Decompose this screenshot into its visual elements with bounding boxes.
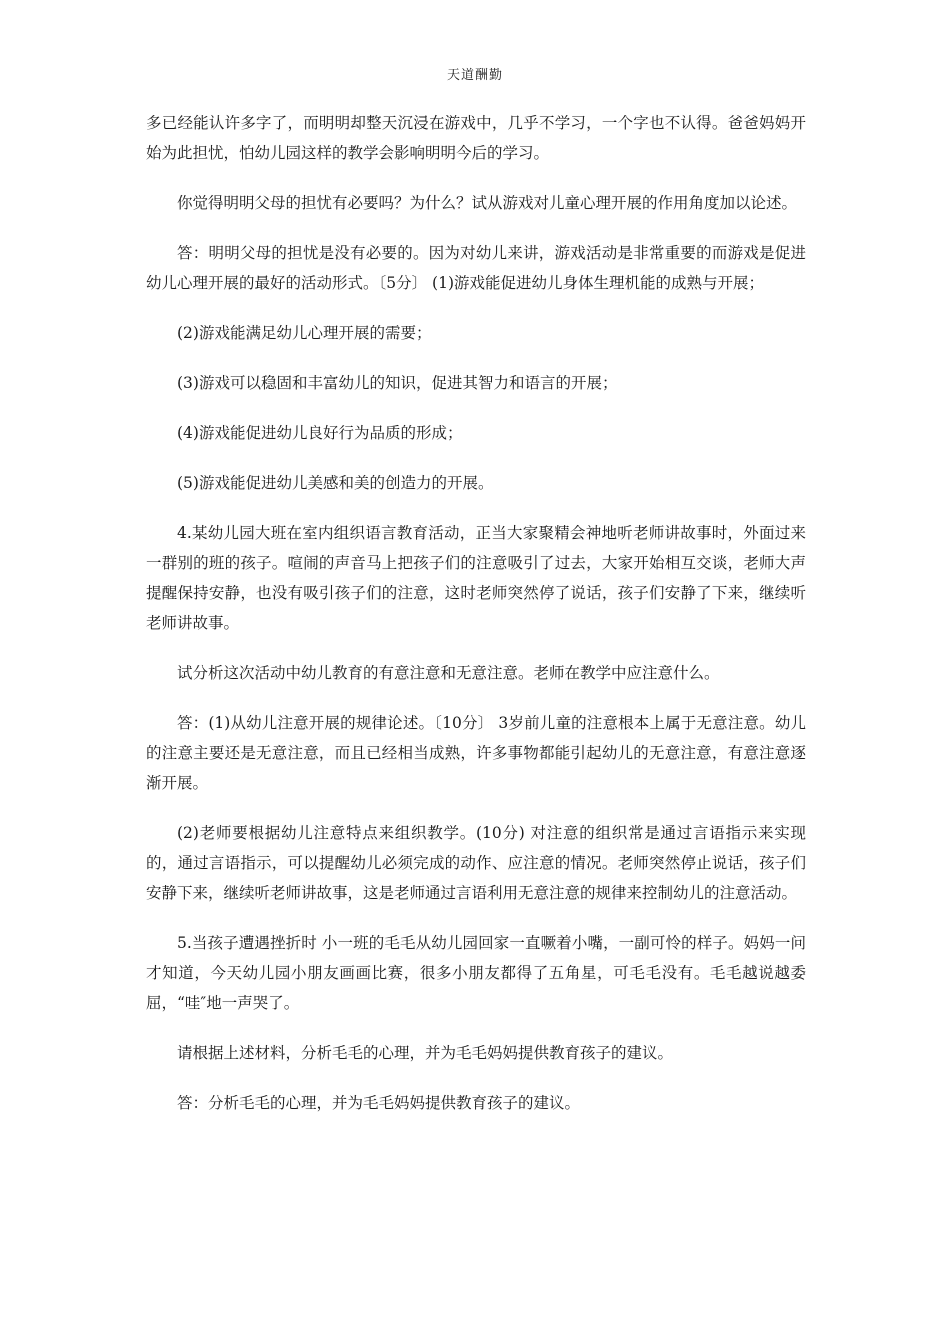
paragraph-case-5: 5.当孩子遭遇挫折时 小一班的毛毛从幼儿园回家一直噘着小嘴，一副可怜的样子。妈妈一问才知道，今天幼儿园小朋友画画比赛，很多小朋友都得了五角星，可毛毛没有。毛毛越说越委屈，“哇″地一声哭了。 (146, 934, 806, 1012)
paragraph-question-4: 试分析这次活动中幼儿教育的有意注意和无意注意。老师在教学中应注意什么。 (177, 664, 720, 682)
page-header: 天道酬勤 (446, 68, 503, 83)
paragraph-answer-3: 答：明明父母的担忧是没有必要的。因为对幼儿来讲，游戏活动是非常重要的而游戏是促进幼儿心理开展的最好的活动形式。〔5分〕 (1)游戏能促进幼儿身体生理机能的成熟与开展； (146, 244, 806, 292)
paragraph-answer-3-point-3: (3)游戏可以稳固和丰富幼儿的知识，促进其智力和语言的开展； (177, 374, 618, 392)
paragraph-answer-5: 答：分析毛毛的心理，并为毛毛妈妈提供教育孩子的建议。 (177, 1094, 581, 1112)
paragraph-case-4: 4.某幼儿园大班在室内组织语言教育活动，正当大家聚精会神地听老师讲故事时，外面过来一群别的班的孩子。喧闹的声音马上把孩子们的注意吸引了过去，大家开始相互交谈，老师大声提醒保持安静，也没有吸引孩子们的注意，这时老师突然停了说话，孩子们安静了下来，继续听老师讲故事。 (146, 524, 806, 632)
paragraph-question-3: 你觉得明明父母的担忧有必要吗？为什么？试从游戏对儿童心理开展的作用角度加以论述。 (177, 194, 798, 212)
paragraph-answer-4-part-1: 答：(1)从幼儿注意开展的规律论述。〔10分〕 3岁前儿童的注意根本上属于无意注意。幼儿的注意主要还是无意注意，而且已经相当成熟，许多事物都能引起幼儿的无意注意，有意注意逐渐开展。 (146, 714, 806, 792)
paragraph-answer-3-point-4: (4)游戏能促进幼儿良好行为品质的形成； (177, 424, 463, 442)
paragraph-answer-3-point-2: (2)游戏能满足幼儿心理开展的需要； (177, 324, 432, 342)
document-body (146, 108, 806, 1138)
paragraph-answer-4-part-2: (2)老师要根据幼儿注意特点来组织教学。(10分) 对注意的组织常是通过言语指示来实现的，通过言语指示，可以提醒幼儿必须完成的动作、应注意的情况。老师突然停止说话，孩子们安静下来，继续听老师讲故事，这是老师通过言语利用无意注意的规律来控制幼儿的注意活动。 (146, 824, 806, 902)
paragraph-answer-3-point-5: (5)游戏能促进幼儿美感和美的创造力的开展。 (177, 474, 494, 492)
paragraph-continuation: 多已经能认许多字了，而明明却整天沉浸在游戏中，几乎不学习，一个字也不认得。爸爸妈妈开始为此担忧，怕幼儿园这样的教学会影响明明今后的学习。 (146, 114, 806, 162)
paragraph-question-5: 请根据上述材料，分析毛毛的心理，并为毛毛妈妈提供教育孩子的建议。 (177, 1044, 674, 1062)
